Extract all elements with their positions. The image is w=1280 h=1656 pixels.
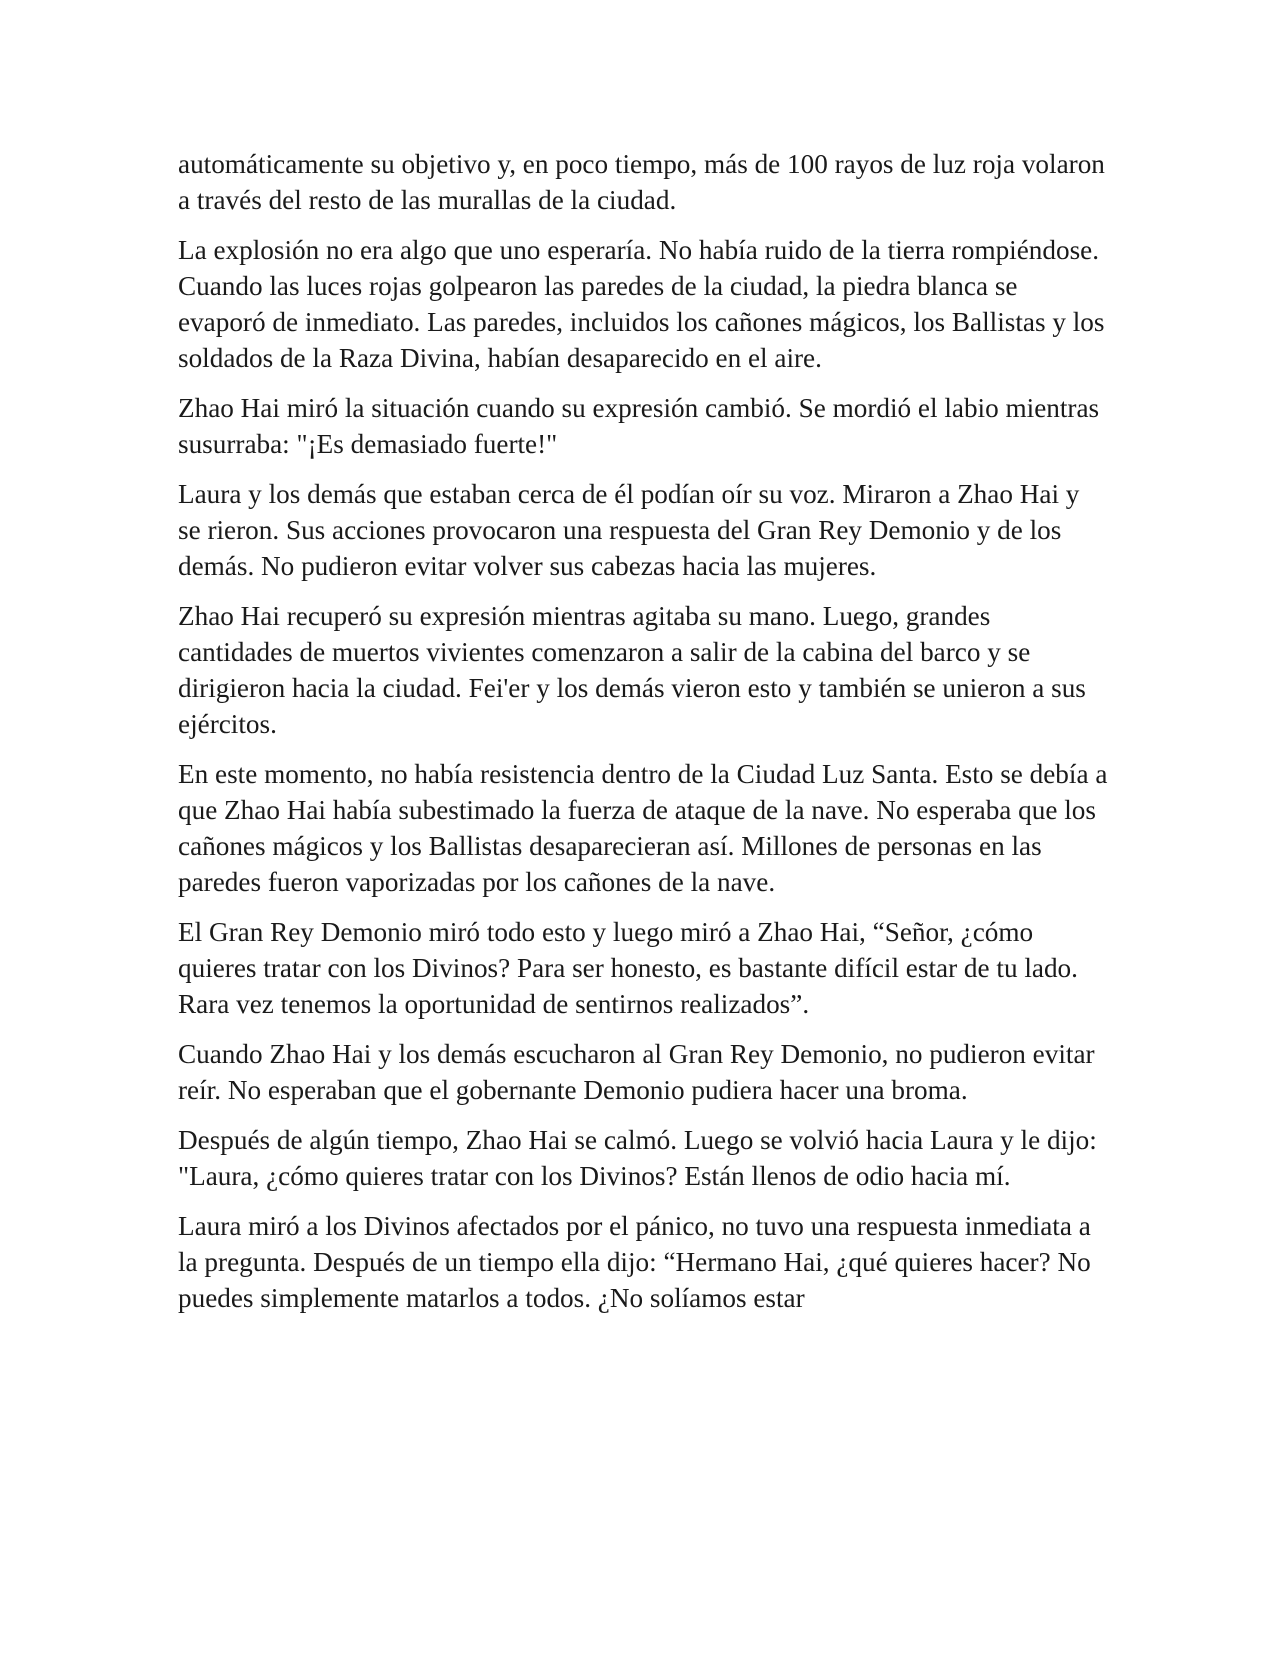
paragraph: Cuando Zhao Hai y los demás escucharon al Gran Rey Demonio, no pudieron evitar reír. No esperaban que el gobernante Demonio pudiera hacer una broma.	[178, 1039, 1095, 1105]
paragraph: Laura y los demás que estaban cerca de él podían oír su voz. Miraron a Zhao Hai y se rieron. Sus acciones provocaron una respuesta del Gran Rey Demonio y de los demás. No pudieron evitar volver sus cabezas hacia las mujeres.	[178, 479, 1080, 581]
paragraph: El Gran Rey Demonio miró todo esto y luego miró a Zhao Hai, “Señor, ¿cómo quieres tratar con los Divinos? Para ser honesto, es bastante difícil estar de tu lado. Rara vez tenemos la oportunidad de sentirnos realizados”.	[178, 917, 1078, 1019]
paragraph: Zhao Hai miró la situación cuando su expresión cambió. Se mordió el labio mientras susurraba: "¡Es demasiado fuerte!"	[178, 393, 1100, 459]
document-body	[178, 146, 1108, 1330]
paragraph: Zhao Hai recuperó su expresión mientras agitaba su mano. Luego, grandes cantidades de muertos vivientes comenzaron a salir de la cabina del barco y se dirigieron hacia la ciudad. Fei'er y los demás vieron esto y también se unieron a sus ejércitos.	[178, 601, 1086, 739]
paragraph: automáticamente su objetivo y, en poco tiempo, más de 100 rayos de luz roja volaron a través del resto de las murallas de la ciudad.	[178, 149, 1105, 215]
paragraph: Después de algún tiempo, Zhao Hai se calmó. Luego se volvió hacia Laura y le dijo: "Laura, ¿cómo quieres tratar con los Divinos? Están llenos de odio hacia mí.	[178, 1125, 1097, 1191]
paragraph: La explosión no era algo que uno esperaría. No había ruido de la tierra rompiéndose. Cuando las luces rojas golpearon las paredes de la ciudad, la piedra blanca se evaporó de inmediato. Las paredes, incluidos los cañones mágicos, los Ballistas y los soldados de la Raza Divina, habían desaparecido en el aire.	[178, 235, 1105, 373]
paragraph: Laura miró a los Divinos afectados por el pánico, no tuvo una respuesta inmediata a la pregunta. Después de un tiempo ella dijo: “Hermano Hai, ¿qué quieres hacer? No puedes simplemente matarlos a todos. ¿No solíamos estar	[178, 1211, 1091, 1313]
paragraph: En este momento, no había resistencia dentro de la Ciudad Luz Santa. Esto se debía a que Zhao Hai había subestimado la fuerza de ataque de la nave. No esperaba que los cañones mágicos y los Ballistas desaparecieran así. Millones de personas en las paredes fueron vaporizadas por los cañones de la nave.	[178, 759, 1108, 897]
